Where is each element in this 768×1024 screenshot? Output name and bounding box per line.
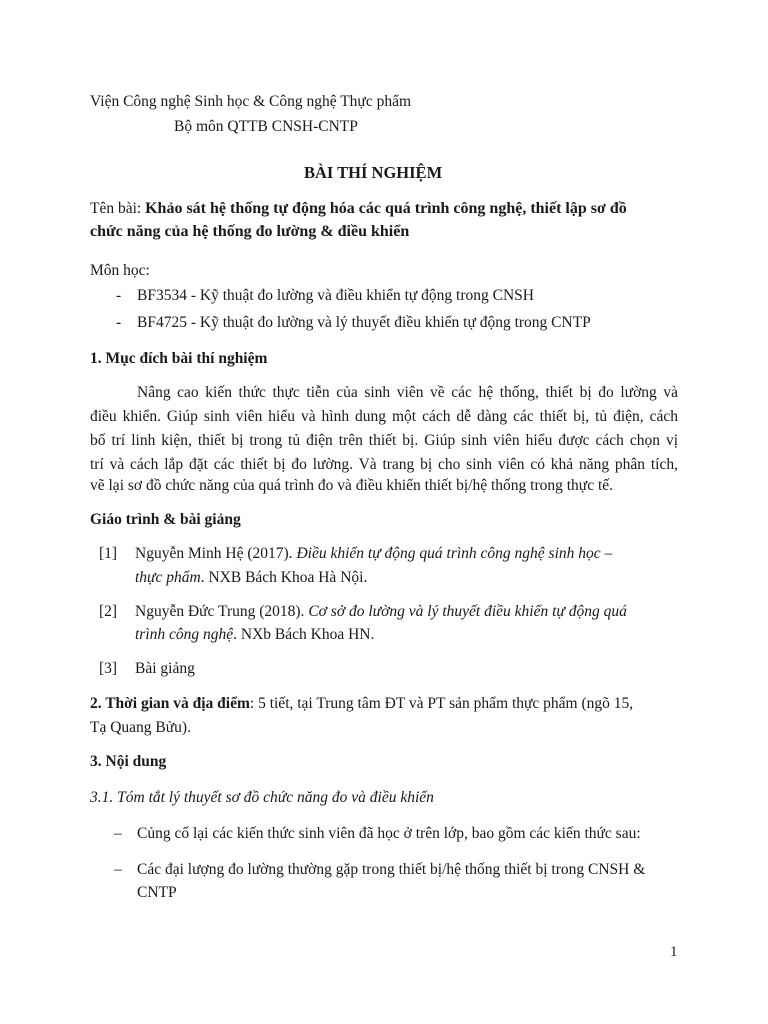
content-item: Các đại lượng đo lường thường gặp trong thiết bị/hệ thống thiết bị trong CNSH & — [137, 861, 646, 878]
page-number: 1 — [670, 944, 678, 960]
reference-item-line2 — [135, 569, 367, 587]
subject-item-bullet: - — [116, 314, 122, 331]
references-heading: Giáo trình & bài giảng — [90, 511, 241, 528]
section1-line: vẽ lại sơ đồ chức năng của quá trình đo và điều khiển thiết bị/hệ thống trong thực tế. — [90, 477, 614, 494]
institute-name: Viện Công nghệ Sinh học & Công nghệ Thực phẩm — [90, 93, 412, 110]
content-item-continuation: CNTP — [137, 884, 177, 901]
reference-author: Nguyễn Đức Trung (2018). — [135, 603, 309, 620]
reference-item-line1: Bài giảng — [135, 660, 195, 677]
reference-publisher: . NXB Bách Khoa Hà Nội. — [200, 569, 368, 586]
reference-number: [1] — [99, 545, 118, 562]
reference-author: Nguyễn Minh Hệ (2017). — [135, 545, 297, 562]
section3-subheading: 3.1. Tóm tắt lý thuyết sơ đồ chức năng đo và điều khiển — [90, 789, 434, 806]
section3-heading: 3. Nội dung — [90, 753, 167, 770]
content-item-bullet: – — [114, 861, 122, 878]
lesson-title-line1 — [90, 200, 627, 218]
subject-item-bullet: - — [116, 287, 122, 304]
reference-item-line1 — [135, 603, 627, 621]
reference-title: thực phẩm — [135, 569, 201, 586]
reference-title: trình công nghệ — [135, 626, 234, 643]
subject-label: Môn học: — [90, 262, 150, 279]
lesson-label: Tên bài: — [90, 200, 146, 217]
section1-line: trí và cách lắp đặt các thiết bị đo lường. Và trang bị cho sinh viên có khả năng phân tích, — [90, 456, 678, 473]
content-item: Củng cố lại các kiến thức sinh viên đã học ở trên lớp, bao gồm các kiến thức sau: — [137, 825, 641, 842]
section1-line: điều khiển. Giúp sinh viên hiểu và hình dung một cách dễ dàng các thiết bị, tủ điện, cách — [90, 408, 678, 425]
subject-item: BF3534 - Kỹ thuật đo lường và điều khiển tự động trong CNSH — [137, 287, 534, 304]
reference-title: Điều khiển tự động quá trình công nghệ sinh học – — [296, 545, 613, 562]
section1-line: bố trí linh kiện, thiết bị trong tủ điện trên thiết bị. Giúp sinh viên hiểu được cách chọn vị — [90, 432, 678, 449]
section1-line: Nâng cao kiến thức thực tiễn của sinh viên về các hệ thống, thiết bị đo lường và — [137, 384, 678, 401]
document-title: BÀI THÍ NGHIỆM — [304, 163, 443, 182]
reference-item-line2 — [135, 626, 374, 644]
subject-item: BF4725 - Kỹ thuật đo lường và lý thuyết điều khiển tự động trong CNTP — [137, 314, 591, 331]
lesson-title-text: Khảo sát hệ thống tự động hóa các quá trình công nghệ, thiết lập sơ đồ — [145, 200, 627, 217]
reference-publisher: . NXb Bách Khoa HN. — [233, 626, 375, 643]
reference-number: [2] — [99, 603, 118, 620]
section2-text: : 5 tiết, tại Trung tâm ĐT và PT sản phẩm thực phẩm (ngõ 15, — [249, 695, 634, 712]
section1-heading: 1. Mục đích bài thí nghiệm — [90, 350, 268, 367]
reference-item-line1 — [135, 545, 612, 563]
reference-title: Cơ sở đo lường và lý thuyết điều khiển tự động quá — [308, 603, 627, 620]
reference-number: [3] — [99, 660, 118, 677]
section2-heading: 2. Thời gian và địa điểm — [90, 695, 250, 712]
section2-line1 — [90, 695, 633, 713]
section2-line2: Tạ Quang Bửu). — [90, 719, 191, 736]
content-item-bullet: – — [114, 825, 122, 842]
department-name: Bộ môn QTTB CNSH-CNTP — [174, 118, 358, 135]
lesson-title-line2: chức năng của hệ thống đo lường & điều khiển — [90, 223, 410, 240]
